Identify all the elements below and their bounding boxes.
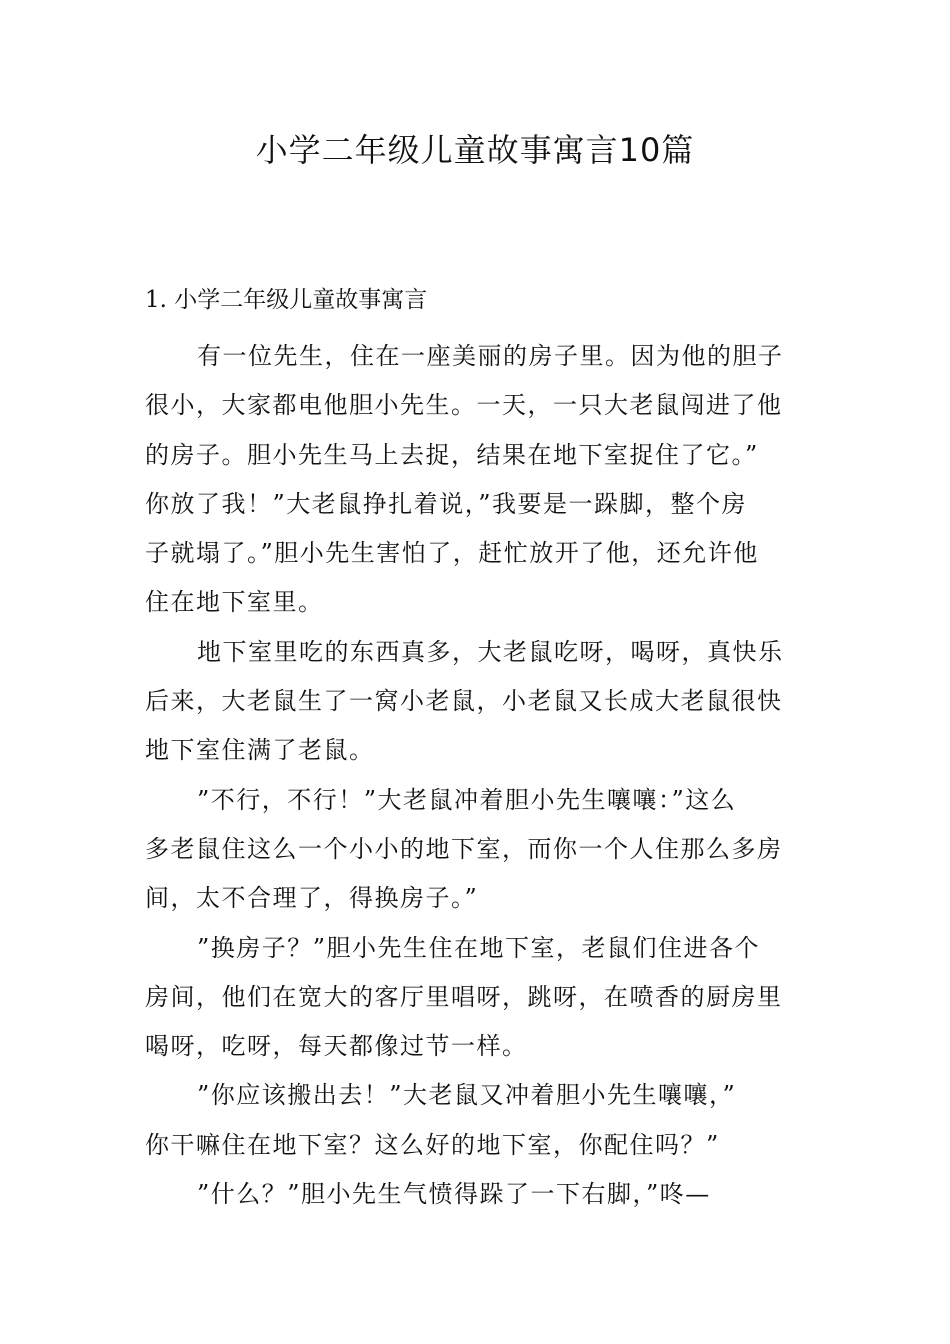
- paragraph-line: 地下室住满了老鼠。: [145, 736, 375, 765]
- paragraph-line: 房间，他们在宽大的客厅里唱呀，跳呀，在喷香的厨房里: [145, 982, 783, 1011]
- paragraph-line: ”你应该搬出去！”大老鼠又冲着胆小先生嚷嚷，”: [197, 1081, 737, 1110]
- paragraph: [145, 924, 807, 1072]
- paragraph-line: 子就塌了。”胆小先生害怕了，赶忙放开了他，还允许他: [145, 539, 759, 568]
- story-body: [145, 332, 807, 1219]
- paragraph: [145, 332, 807, 628]
- paragraph: [145, 1170, 807, 1219]
- paragraph: [145, 1071, 807, 1170]
- paragraph-line: ”什么？”胆小先生气愤得跺了一下右脚，”咚—: [197, 1180, 711, 1209]
- paragraph-line: 地下室里吃的东西真多，大老鼠吃呀，喝呀，真快乐: [197, 637, 784, 666]
- paragraph-line: 多老鼠住这么一个小小的地下室，而你一个人住那么多房: [145, 834, 783, 863]
- paragraph-line: 喝呀，吃呀，每天都像过节一样。: [145, 1032, 528, 1061]
- section-heading: 1. 小学二年级儿童故事寓言: [145, 287, 428, 313]
- paragraph-line: 住在地下室里。: [145, 588, 324, 617]
- paragraph-line: 间，太不合理了，得换房子。”: [145, 884, 479, 913]
- paragraph-line: 很小，大家都电他胆小先生。一天，一只大老鼠闯进了他: [145, 391, 783, 420]
- document-title: 小学二年级儿童故事寓言10篇: [255, 131, 695, 169]
- paragraph-line: 有一位先生，住在一座美丽的房子里。因为他的胆子: [197, 342, 784, 370]
- paragraph: [145, 776, 807, 924]
- paragraph: [145, 628, 807, 776]
- paragraph-line: 你放了我！”大老鼠挣扎着说，”我要是一跺脚，整个房: [145, 489, 748, 518]
- paragraph-line: 的房子。胆小先生马上去捉，结果在地下室捉住了它。”: [145, 440, 759, 469]
- paragraph-line: ”不行，不行！”大老鼠冲着胆小先生嚷嚷：”这么: [197, 785, 737, 814]
- paragraph-line: ”换房子？”胆小先生住在地下室，老鼠们住进各个: [197, 933, 761, 962]
- paragraph-line: 后来，大老鼠生了一窝小老鼠，小老鼠又长成大老鼠很快: [145, 687, 783, 716]
- paragraph-line: 你干嘛住在地下室？这么好的地下室，你配住吗？”: [145, 1130, 720, 1159]
